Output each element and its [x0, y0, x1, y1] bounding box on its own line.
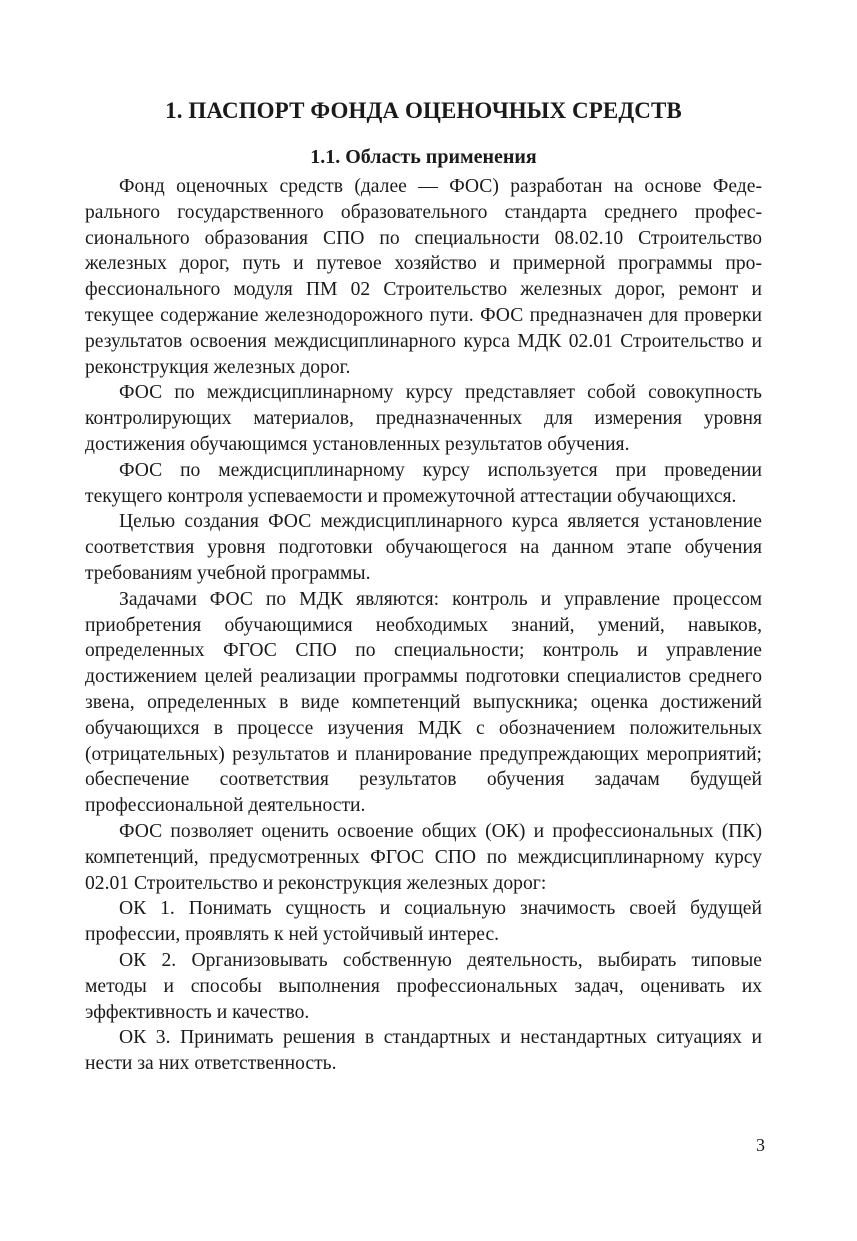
paragraph-competencies-intro: ФОС позволяет оценить освоение общих (ОК) и профессиональных (ПК) компетенций, предусмотренных ФГОС СПО по междисциплинарному курсу 02.01 Строительство и реконструкция железных дорог:: [85, 820, 762, 894]
paragraph-fos-goal: Целью создания ФОС междисциплинарного курса является установление соответствия уровня подготовки обучающегося на данном этапе обучения требованиям учебной программы.: [85, 511, 762, 584]
paragraph-fos-definition: ФОС по междисциплинарному курсу представляет собой совокупность контролирующих материалов, предназначенных для измерения уровня достижения обучающимся установленных результатов обучения.: [85, 382, 762, 455]
page-number: 3: [756, 1135, 765, 1155]
paragraph-ok1: ОК 1. Понимать сущность и социальную значимость своей будущей профессии, проявлять к ней устойчивый интерес.: [85, 898, 762, 946]
paragraph-ok2: ОК 2. Организовывать собственную деятельность, выбирать типовые методы и способы выполнения профессиональных задач, оценивать их эффективность и качество.: [85, 949, 762, 1023]
paragraph-fos-tasks: Задачами ФОС по МДК являются: контроль и управление процессом приобретения обучающимися необходимых знаний, умений, навыков, определенных ФГОС СПО по специальности; контроль и управление достижением целей реализации программы подготовки специалистов среднего звена, определенных в виде компетенций выпускника; оценка достижений обучающихся в процессе изучения МДК с обозначением положительных (отрицательных) результатов и планирование предупреждающих мероприятий; обеспечение соответствия результатов обучения задачам будущей профессиональной деятельности.: [85, 588, 762, 817]
section-title: 1.1. Область применения: [310, 146, 537, 168]
chapter-title: 1. ПАСПОРТ ФОНДА ОЦЕНОЧНЫХ СРЕДСТВ: [165, 98, 682, 123]
paragraph-fos-basis: Фонд оценочных средств (далее — ФОС) разработан на основе Федерального государственного образовательного стандарта среднего профессионального образования СПО по специальности 08.02.10 Строительство железных дорог, путь и путевое хозяйство и примерной программы профессионального модуля ПМ 02 Строительство железных дорог, ремонт и текущее содержание железнодорожного пути. ФОС предназначен для проверки результатов освоения междисциплинарного курса МДК 02.01 Строительство и реконструкция железных дорог.: [85, 176, 762, 378]
paragraph-fos-usage: ФОС по междисциплинарному курсу используется при проведении текущего контроля успеваемости и промежуточной аттестации обучающихся.: [85, 459, 762, 507]
paragraph-ok3: ОК 3. Принимать решения в стандартных и нестандартных ситуациях и нести за них ответственность.: [85, 1027, 762, 1075]
document-page: [85, 96, 762, 1077]
